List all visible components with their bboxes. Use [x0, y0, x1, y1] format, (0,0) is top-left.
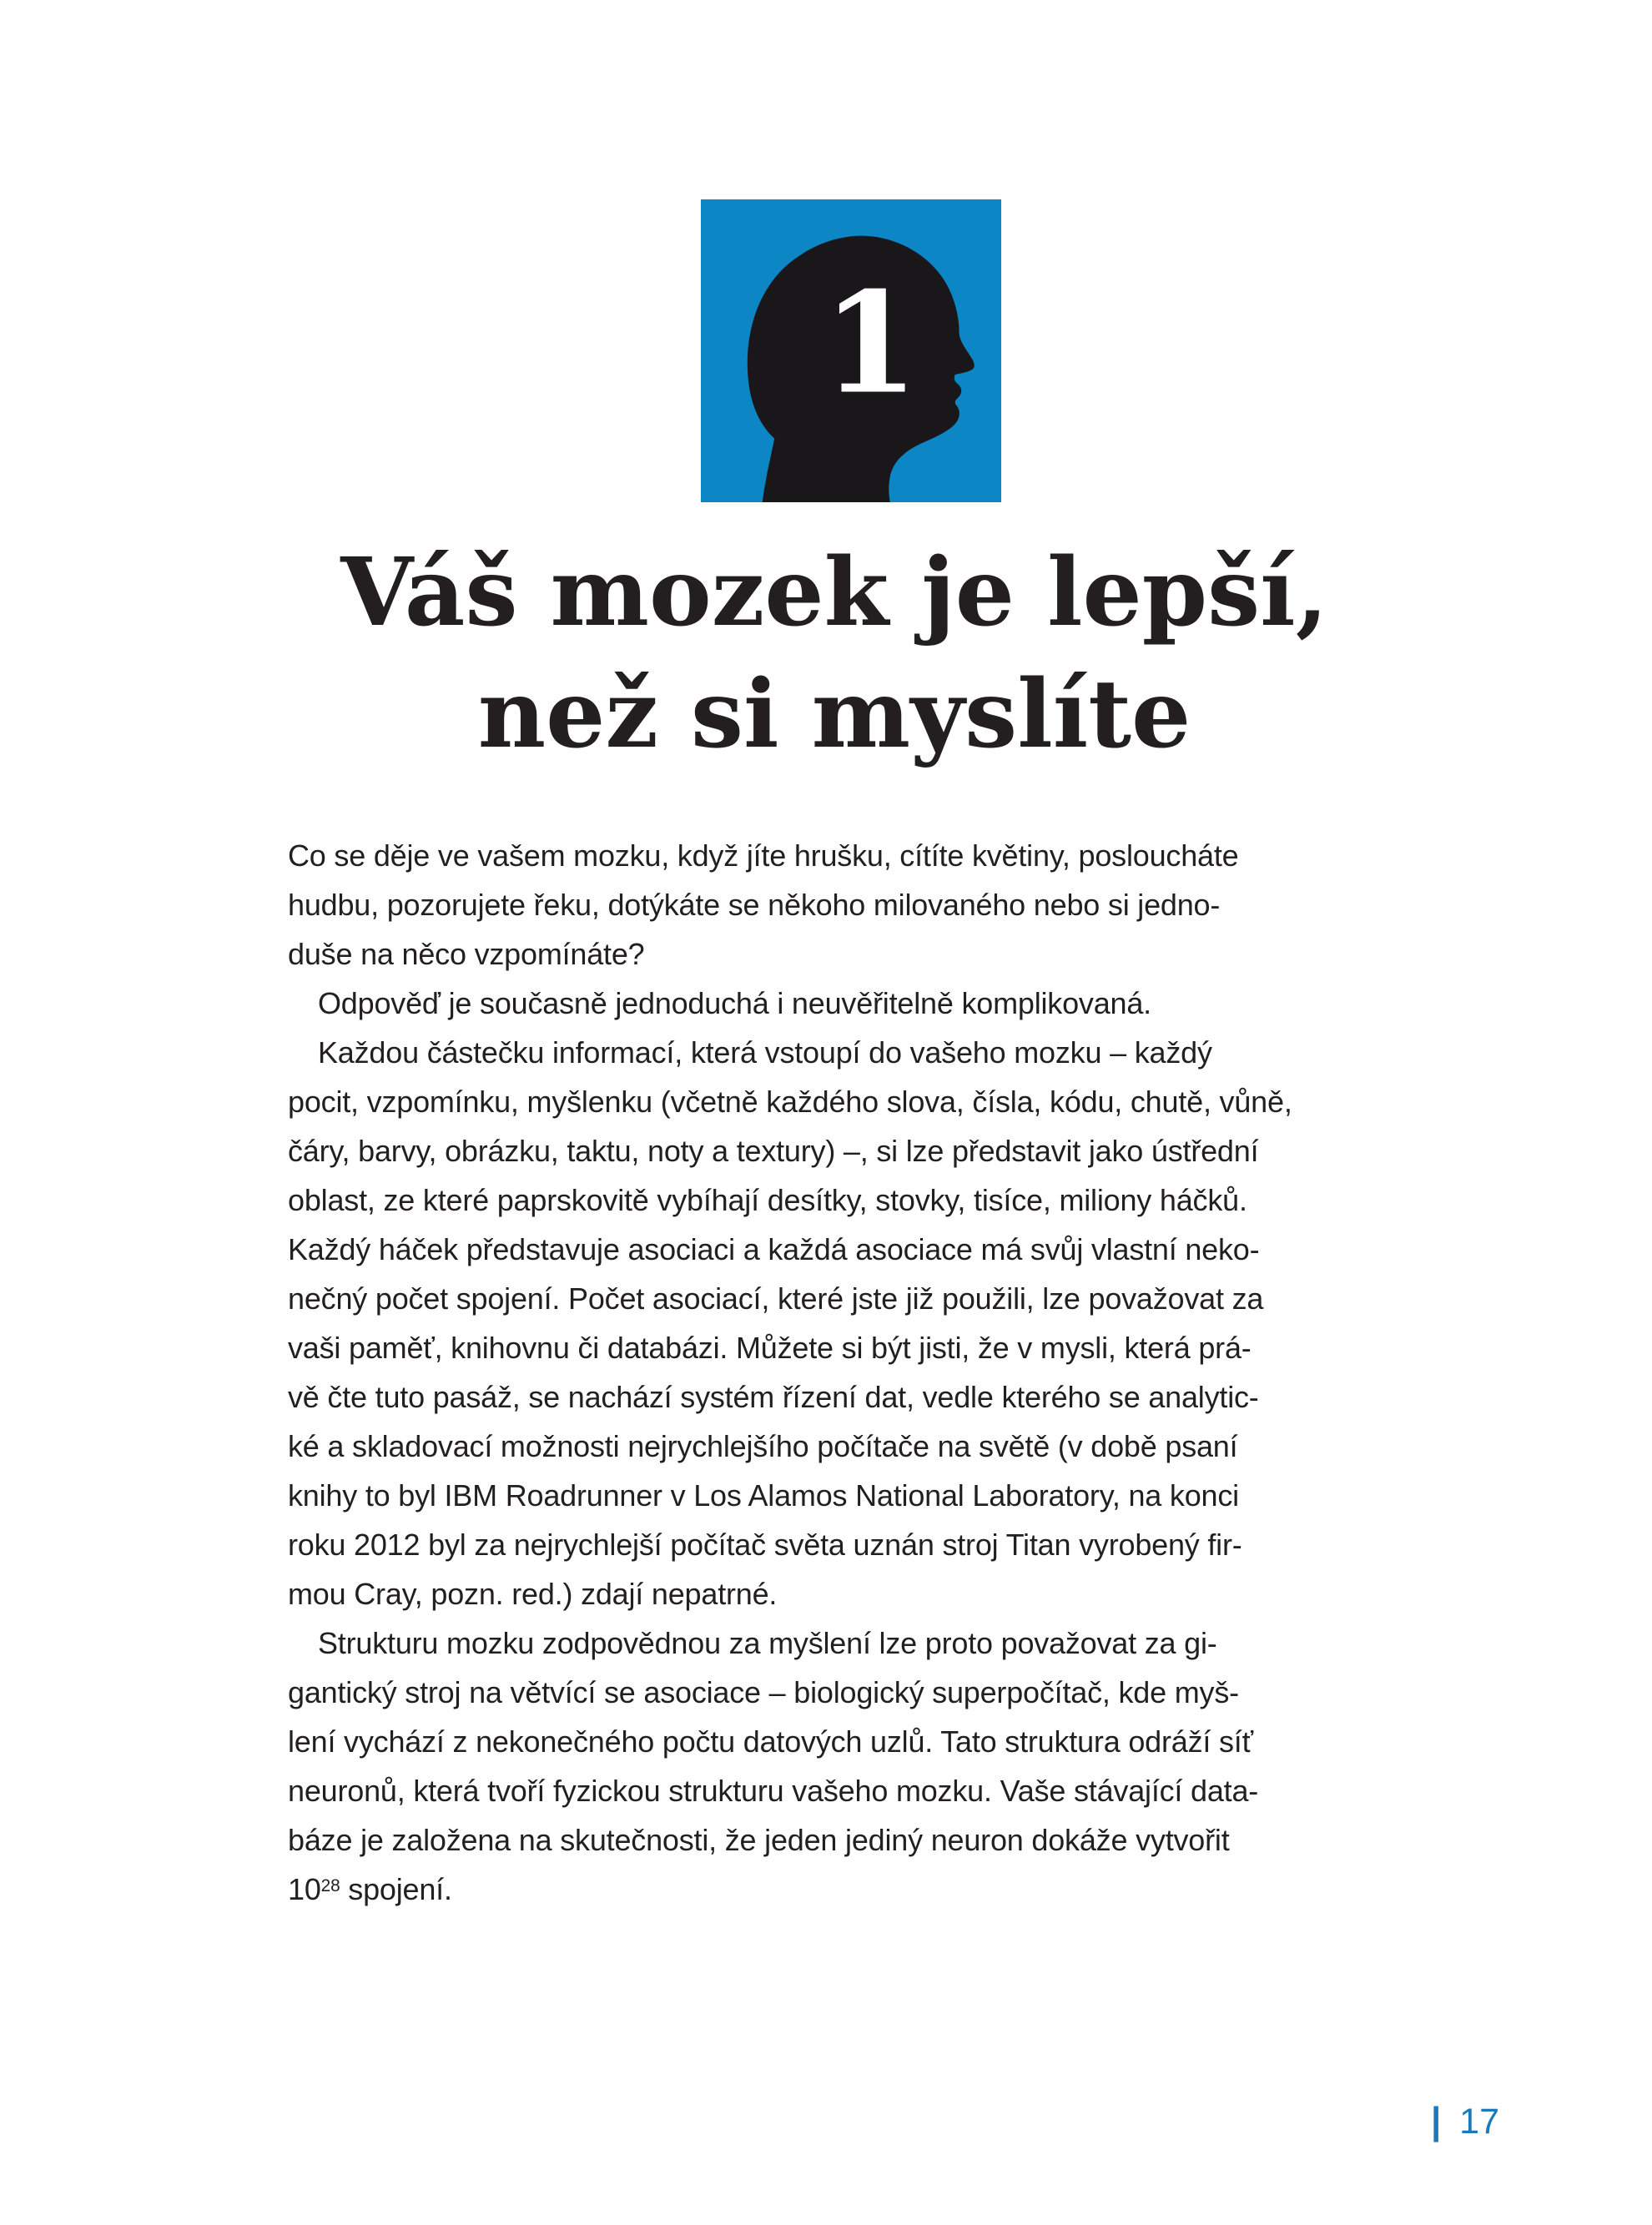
body-line: Co se děje ve vašem mozku, když jíte hrušku, cítíte květiny, posloucháte [288, 838, 1239, 873]
body-line: vaši paměť, knihovnu či databázi. Můžete si být jisti, že v mysli, která prá- [288, 1331, 1252, 1365]
body-line: $10^{28}$ spojení. [288, 1872, 452, 1906]
body-line: knihy to byl IBM Roadrunner v Los Alamos National Laboratory, na konci [288, 1478, 1239, 1513]
body-line: hudbu, pozorujete řeku, dotýkáte se někoho milovaného nebo si jedno- [288, 888, 1221, 922]
superscript: 28 [320, 1875, 340, 1895]
body-line: duše na něco vzpomínáte? [288, 937, 645, 971]
body-line: Každý háček představuje asociaci a každá asociace má svůj vlastní neko- [288, 1232, 1260, 1266]
body-line: roku 2012 byl za nejrychlejší počítač světa uznán stroj Titan vyrobený fir- [288, 1528, 1242, 1562]
chapter-title-line-2: než si myslíte [477, 660, 1191, 769]
body-text [288, 831, 1387, 1914]
body-line: vě čte tuto pasáž, se nachází systém řízení dat, vedle kterého se analytic- [288, 1380, 1259, 1414]
page-number: 17 [1459, 2102, 1499, 2142]
head-profile-silhouette-icon [701, 199, 1001, 502]
chapter-icon [701, 199, 1001, 502]
body-line: Strukturu mozku zodpovědnou za myšlení lze proto považovat za gi- [318, 1626, 1217, 1660]
body-line: čáry, barvy, obrázku, taktu, noty a textury) –, si lze představit jako ústřední [288, 1134, 1259, 1168]
body-line: oblast, ze které paprskovitě vybíhají desítky, stovky, tisíce, miliony háčků. [288, 1183, 1247, 1217]
body-line: Odpověď je současně jednoduchá i neuvěřitelně komplikovaná. [318, 986, 1151, 1020]
chapter-number: 1 [822, 261, 919, 425]
body-line: neuronů, která tvoří fyzickou strukturu vašeho mozku. Vaše stávající data- [288, 1774, 1259, 1808]
body-line: pocit, vzpomínku, myšlenku (včetně každého slova, čísla, kódu, chutě, vůně, [288, 1085, 1292, 1119]
body-line: Každou částečku informací, která vstoupí do vašeho mozku – každý [318, 1035, 1212, 1070]
chapter-title-line-1: Váš mozek je lepší, [340, 538, 1328, 647]
body-line: mou Cray, pozn. red.) zdají nepatrné. [288, 1577, 778, 1611]
footer-separator-bar: | [1431, 2100, 1442, 2143]
chapter-title [275, 532, 1393, 776]
body-line: nečný počet spojení. Počet asociací, které jste již použili, lze považovat za [288, 1281, 1264, 1316]
body-line: ké a skladovací možnosti nejrychlejšího počítače na světě (v době psaní [288, 1429, 1238, 1463]
body-line: báze je založena na skutečnosti, že jeden jediný neuron dokáže vytvořit [288, 1823, 1230, 1857]
page-footer [1431, 2102, 1499, 2142]
body-line: gantický stroj na větvící se asociace – biologický superpočítač, kde myš- [288, 1675, 1239, 1709]
body-line: lení vychází z nekonečného počtu datových uzlů. Tato struktura odráží síť [288, 1724, 1253, 1759]
